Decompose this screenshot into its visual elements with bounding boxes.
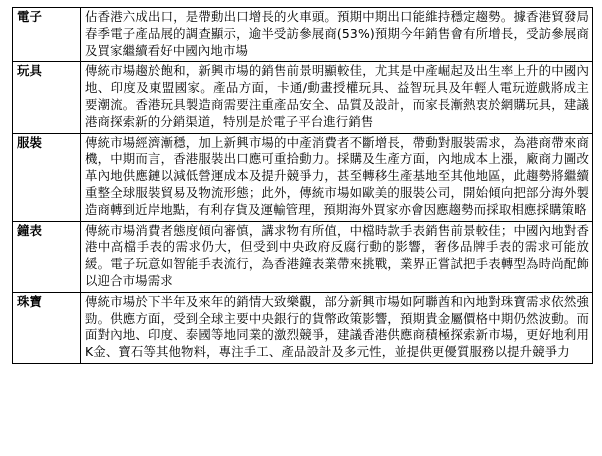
sector-name: 鐘表 <box>13 221 81 292</box>
sector-description: 傳統市場於下半年及來年的銷情大致樂觀，部分新興市場如阿聯酋和內地對珠寶需求依然強勁。供應方面，受到全球主要中央銀行的貨幣政策影響，預期貴金屬價格中期仍然波動。而面對內地、印度、泰國等地同業的激烈競爭，建議香港供應商積極探索新市場，更好地利用K金、寶石等其他物料，專注手工、產品設計及多元性，並提供更優質服務以提升競爭力 <box>81 292 593 363</box>
sector-name: 玩具 <box>13 62 81 133</box>
table-row-garments <box>13 133 593 221</box>
table-row-jewellery <box>13 292 593 363</box>
table-row-watches <box>13 221 593 292</box>
sector-name: 電子 <box>13 8 81 62</box>
sector-description: 佔香港六成出口，是帶動出口增長的火車頭。預期中期出口能維持穩定趨勢。據香港貿發局春季電子產品展的調查顯示，逾半受訪參展商(53%)預期今年銷售會有所增長，受訪參展商及買家繼續看好中國內地市場 <box>81 8 593 62</box>
sector-description: 傳統市場趨於飽和，新興市場的銷售前景明顯較佳，尤其是中產崛起及出生率上升的中國內地、印度及東盟國家。產品方面，卡通/動畫授權玩具、益智玩具及年輕人電玩遊戲將成主要潮流。香港玩具製造商需要注重產品安全、品質及設計，而家長漸熱衷於網購玩具，建議港商探索新的分銷渠道，特別是於電子平台進行銷售 <box>81 62 593 133</box>
document <box>12 7 593 364</box>
sector-description: 傳統市場消費者態度傾向審慎，講求物有所值，中檔時款手表銷售前景較佳；中國內地對香港中高檔手表的需求仍大，但受到中央政府反腐行動的影響，奢侈品牌手表的需求可能放緩。電子玩意如智能手表流行，為香港鐘表業帶來挑戰，業界正嘗試把手表轉型為時尚配飾以迎合市場需求 <box>81 221 593 292</box>
sector-description: 傳統市場經濟漸穩，加上新興市場的中產消費者不斷增長，帶動對服裝需求，為港商帶來商機，中期而言，香港服裝出口應可重拾動力。採購及生產方面，內地成本上漲，廠商力圖改革內地供應鏈以減低營運成本及提升競爭力，甚至轉移生產基地至其他地區，此趨勢將繼續重整全球服裝貿易及物流形態；此外，傳統市場如歐美的服裝公司，開始傾向把部分海外製造商轉到近岸地點，有利存貨及運輸管理，預期海外買家亦會因應趨勢而採取相應採購策略 <box>81 133 593 221</box>
sector-name: 珠寶 <box>13 292 81 363</box>
sector-name: 服裝 <box>13 133 81 221</box>
table-row-toys <box>13 62 593 133</box>
table-row-electronics <box>13 8 593 62</box>
sector-outlook-table <box>12 7 593 364</box>
